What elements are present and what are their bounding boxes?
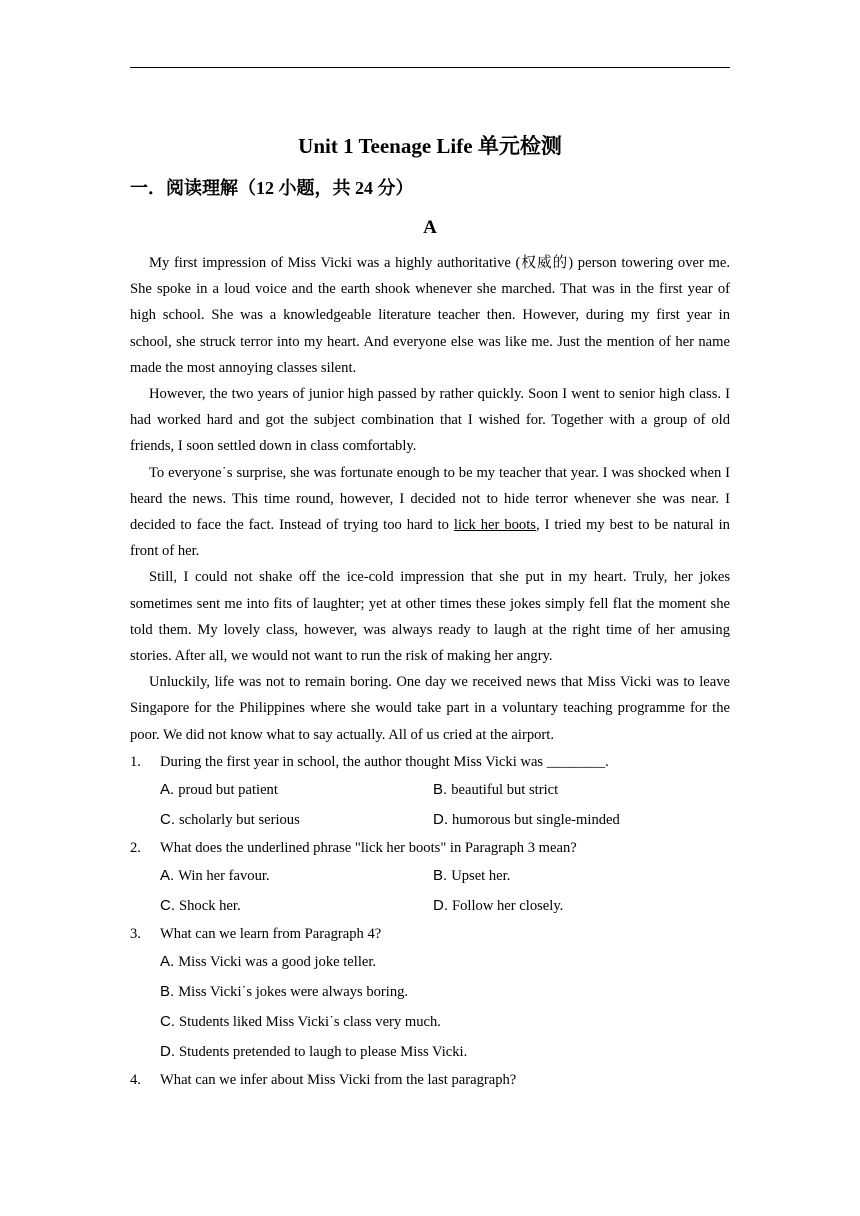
option-text: Upset her. [451,868,511,884]
question-stem: What can we learn from Paragraph 4? [160,926,382,942]
option-text: Miss Vicki was a good joke teller. [178,954,377,970]
option-row [130,805,730,835]
option-letter: A. [160,781,175,798]
option-letter: B. [433,867,448,884]
document-title: Unit 1 Teenage Life 单元检测 [298,134,562,158]
option-text: beautiful but strict [451,782,559,798]
paragraph-3-before: To everyone˙s surprise, she was fortunate enough to be my teacher that year. I was shocked when I heard the news. This time round, however, I decided not to hide terror whenever she was near. I decided to face the fact. Instead of trying too hard to [130,464,730,534]
option-row [130,775,730,805]
option-letter: C. [160,897,175,914]
reading-passage [130,250,730,748]
option-b[interactable] [433,775,558,805]
option-row [130,861,730,891]
option-text: Students liked Miss Vicki˙s class very much. [179,1014,441,1030]
option-c[interactable] [160,891,241,921]
option-d[interactable] [160,1037,467,1067]
option-letter: D. [433,897,448,914]
option-letter: B. [160,983,175,1000]
paragraph-3-after: , I tried my best to be natural in front of her. [130,517,730,560]
option-letter: C. [160,811,175,828]
option-a[interactable] [160,947,376,977]
question-3 [130,921,730,947]
question-2 [130,835,730,861]
option-letter: A. [160,867,175,884]
option-b[interactable] [433,861,510,891]
option-row [130,977,730,1007]
passage-label: A [423,217,437,238]
paragraph-2: However, the two years of junior high passed by rather quickly. Soon I went to senior high class. I had worked hard and got the subject combination that I wished for. Together with a group of old friends, I soon settled down in class comfortably. [130,386,730,455]
question-stem: What can we infer about Miss Vicki from the last paragraph? [160,1072,517,1088]
option-row [130,891,730,921]
question-number: 3. [130,926,141,942]
option-letter: B. [433,781,448,798]
option-letter: D. [433,811,448,828]
option-text: Miss Vicki˙s jokes were always boring. [178,984,409,1000]
option-d[interactable] [433,891,563,921]
option-letter: D. [160,1043,175,1060]
option-text: Students pretended to laugh to please Miss Vicki. [179,1044,468,1060]
option-c[interactable] [160,1007,441,1037]
paragraph-3 [130,460,730,565]
underlined-phrase: lick her boots [453,517,536,534]
option-text: proud but patient [178,782,278,798]
option-text: humorous but single-minded [452,812,620,828]
option-row [130,947,730,977]
option-text: Shock her. [179,898,241,914]
question-list [130,749,730,1093]
question-number: 4. [130,1072,141,1088]
section-heading: 一．阅读理解（12 小题，共 24 分） [130,178,414,198]
option-d[interactable] [433,805,620,835]
question-stem: What does the underlined phrase "lick her boots" in Paragraph 3 mean? [160,840,577,856]
option-a[interactable] [160,775,278,805]
option-row [130,1007,730,1037]
question-1 [130,749,730,775]
question-4 [130,1067,730,1093]
paragraph-5: Unluckily, life was not to remain boring. One day we received news that Miss Vicki was to leave Singapore for the Philippines where she would take part in a voluntary teaching programme for the poor. We did not know what to say actually. All of us cried at the airport. [130,674,730,743]
option-text: Follow her closely. [452,898,564,914]
option-c[interactable] [160,805,300,835]
question-number: 1. [130,754,141,770]
paragraph-1: My first impression of Miss Vicki was a highly authoritative (权威的) person towering over me. She spoke in a loud voice and the earth shook whenever she marched. That was in the first year of high school. She was a knowledgeable literature teacher then. However, during my first year in school, she struck terror into my heart. And everyone else was like me. Just the mention of her name made the most annoying classes silent. [130,255,730,376]
question-number: 2. [130,840,141,856]
option-letter: A. [160,953,175,970]
option-text: Win her favour. [178,868,270,884]
option-b[interactable] [160,977,408,1007]
option-letter: C. [160,1013,175,1030]
paragraph-4: Still, I could not shake off the ice-cold impression that she put in my heart. Truly, her jokes sometimes sent me into fits of laughter; yet at other times these jokes simply fell flat the moment she told them. My lovely class, however, was always ready to laugh at the right time of her amusing stories. After all, we would not want to run the risk of making her angry. [130,569,730,665]
option-text: scholarly but serious [179,812,300,828]
question-stem: During the first year in school, the author thought Miss Vicki was ________. [160,754,609,770]
header-rule [130,67,730,68]
option-a[interactable] [160,861,270,891]
option-row [130,1037,730,1067]
